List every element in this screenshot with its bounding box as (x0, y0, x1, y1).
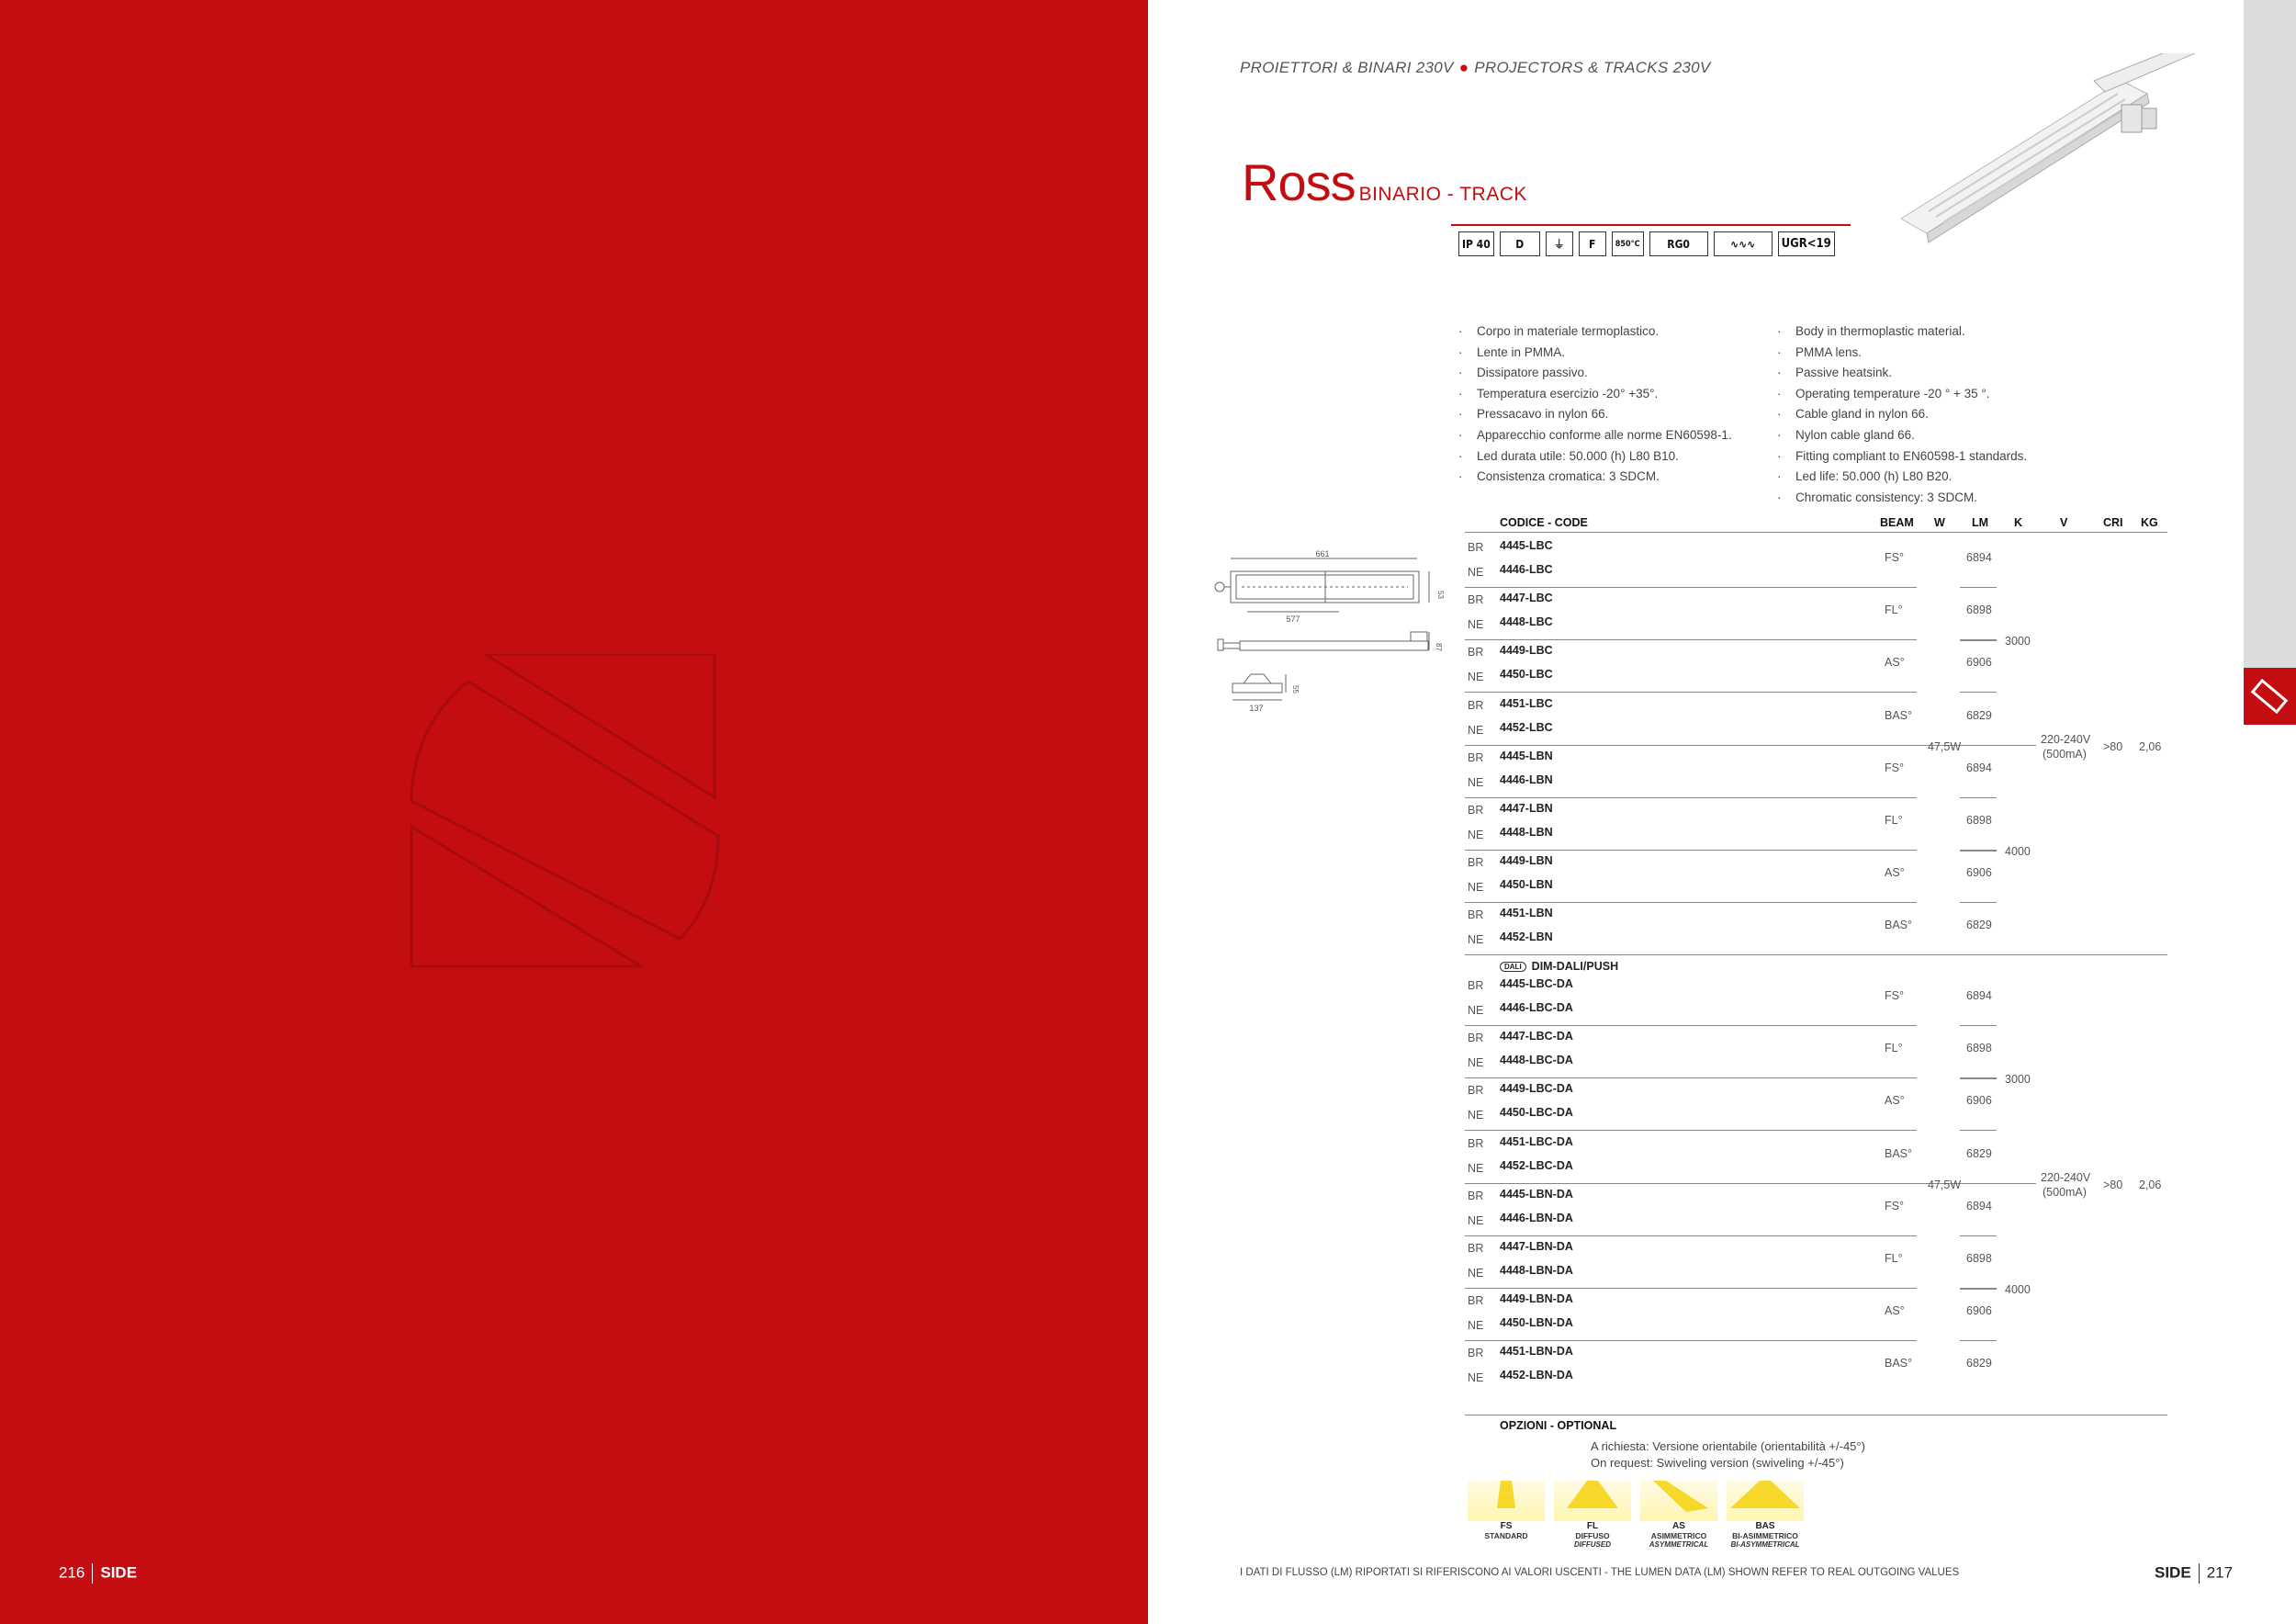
row-divider (1465, 902, 1917, 903)
product-code: 4446-LBC-DA (1500, 1001, 1573, 1014)
product-code: 4447-LBN (1500, 802, 1553, 815)
product-code: 4450-LBC (1500, 668, 1553, 682)
beam-fl-icon (1554, 1481, 1631, 1521)
beam-value: BAS° (1885, 1146, 1913, 1160)
cct-divider (1960, 1289, 1997, 1290)
row-prefix: NE (1468, 829, 1484, 841)
row-prefix: NE (1468, 1319, 1484, 1333)
lumen-value: 6894 (1966, 551, 1992, 564)
product-code: 4448-LBN-DA (1500, 1264, 1573, 1277)
beam-value: BAS° (1885, 919, 1913, 932)
dim-55: 55 (1291, 685, 1300, 694)
lumen-value: 6898 (1966, 603, 1992, 617)
dim-87: 87 (1435, 643, 1443, 651)
beam-value: FS° (1885, 989, 1904, 1002)
row-prefix: NE (1468, 1056, 1484, 1070)
features-list-en (1777, 321, 2027, 508)
product-code: 4445-LBN (1500, 749, 1553, 762)
group-end-rule (1465, 954, 2167, 955)
feature-it: · Lente in PMMA. (1458, 343, 1732, 364)
side-logo-emboss (404, 654, 726, 971)
row-prefix: BR (1468, 1294, 1484, 1308)
brand-left: SIDE (100, 1563, 138, 1582)
col-header-lm: LM (1972, 516, 1989, 529)
product-code: 4450-LBN (1500, 878, 1553, 892)
feature-en: · Chromatic consistency: 3 SDCM. (1777, 488, 2027, 509)
row-divider (1465, 1025, 1917, 1026)
product-subtitle: BINARIO - TRACK (1358, 184, 1527, 205)
beam-label-en: DIFFUSED (1574, 1540, 1611, 1549)
beam-type-as (1640, 1481, 1717, 1549)
beam-type-fs (1468, 1481, 1545, 1539)
watt-value: 47,5W (1928, 739, 1962, 753)
watt-value: 47,5W (1928, 1178, 1962, 1191)
lumen-divider (1960, 1025, 1997, 1026)
dali-icon: DALI (1500, 962, 1526, 972)
beam-value: AS° (1885, 656, 1905, 670)
section-tab[interactable] (2244, 668, 2296, 725)
cri-value: >80 (2103, 1178, 2123, 1191)
ugr-icon: UGR<19 (1778, 231, 1835, 256)
row-prefix: BR (1468, 1032, 1484, 1045)
row-divider (1465, 1183, 1917, 1184)
product-code: 4452-LBN-DA (1500, 1369, 1573, 1382)
options-text (1591, 1438, 1865, 1472)
page-number-left (59, 1563, 137, 1584)
dali-label-text: DIM-DALI/PUSH (1531, 960, 1619, 973)
voltage-value: 220-240V (2041, 732, 2091, 746)
row-prefix: BR (1468, 979, 1484, 992)
beam-label-it: STANDARD (1484, 1531, 1528, 1540)
lumen-value: 6906 (1966, 1304, 1992, 1318)
row-prefix: NE (1468, 881, 1484, 895)
product-code: 4445-LBC (1500, 539, 1553, 552)
product-code: 4445-LBN-DA (1500, 1187, 1573, 1201)
row-prefix: BR (1468, 908, 1484, 922)
beam-abbr: AS (1672, 1521, 1685, 1531)
col-header-k: K (2014, 516, 2023, 529)
row-prefix: BR (1468, 856, 1484, 870)
feature-it: · Consistenza cromatica: 3 SDCM. (1458, 467, 1732, 488)
row-divider (1465, 639, 1917, 640)
row-prefix: NE (1468, 723, 1484, 737)
row-prefix: BR (1468, 1347, 1484, 1360)
page-number-right-value: 217 (2206, 1563, 2234, 1582)
product-code: 4451-LBC-DA (1500, 1134, 1573, 1148)
lumen-divider (1960, 1340, 1997, 1341)
product-code: 4449-LBN (1500, 854, 1553, 868)
feature-it: · Led durata utile: 50.000 (h) L80 B10. (1458, 446, 1732, 468)
product-code: 4450-LBC-DA (1500, 1106, 1573, 1120)
option-it: A richiesta: Versione orientabile (orientabilità +/-45°) (1591, 1439, 1865, 1453)
row-prefix: NE (1468, 1109, 1484, 1122)
lumen-value: 6894 (1966, 761, 1992, 774)
row-divider (1465, 1077, 1917, 1078)
lumen-value: 6829 (1966, 708, 1992, 722)
beam-value: FL° (1885, 1252, 1903, 1265)
dim-137: 137 (1249, 704, 1264, 713)
col-header-w: W (1934, 516, 1945, 529)
row-prefix: BR (1468, 1189, 1484, 1202)
feature-en: · Nylon cable gland 66. (1777, 425, 2027, 446)
feature-en: · Fitting compliant to EN60598-1 standards. (1777, 446, 2027, 468)
beam-value: FL° (1885, 814, 1903, 827)
product-code: 4452-LBC-DA (1500, 1158, 1573, 1172)
row-prefix: BR (1468, 1242, 1484, 1255)
lumen-divider (1960, 692, 1997, 693)
row-prefix: NE (1468, 1371, 1484, 1385)
cri-value: >80 (2103, 739, 2123, 753)
feature-en: · Cable gland in nylon 66. (1777, 404, 2027, 425)
option-en: On request: Swiveling version (swiveling +/-45°) (1591, 1456, 1844, 1470)
beam-value: FS° (1885, 551, 1904, 564)
page-number-right (2155, 1563, 2233, 1584)
beam-bas-icon (1727, 1481, 1804, 1521)
row-prefix: NE (1468, 775, 1484, 789)
product-code: 4448-LBN (1500, 826, 1553, 839)
beam-type-bas (1727, 1481, 1804, 1549)
beam-value: FL° (1885, 603, 1903, 617)
beam-label-en: ASYMMETRICAL (1649, 1540, 1709, 1549)
current-value: (500mA) (2043, 1185, 2087, 1199)
product-code: 4447-LBN-DA (1500, 1240, 1573, 1253)
row-prefix: NE (1468, 1267, 1484, 1280)
certification-icons (1458, 231, 1835, 259)
page-number-left-value: 216 (59, 1563, 85, 1582)
product-code: 4451-LBN-DA (1500, 1345, 1573, 1359)
product-code: 4447-LBC-DA (1500, 1030, 1573, 1043)
beam-value: BAS° (1885, 1357, 1913, 1370)
feature-it: · Temperatura esercizio -20° +35°. (1458, 384, 1732, 405)
row-divider (1465, 797, 1917, 798)
product-code: 4446-LBN (1500, 773, 1553, 786)
beam-label-it: BI-ASIMMETRICO (1732, 1531, 1798, 1540)
row-prefix: BR (1468, 593, 1484, 607)
lumen-value: 6906 (1966, 656, 1992, 670)
cct-divider (1960, 640, 1997, 641)
feature-en: · Operating temperature -20 ° + 35 °. (1777, 384, 2027, 405)
lumen-divider (1960, 1235, 1997, 1236)
row-prefix: BR (1468, 1084, 1484, 1098)
product-code: 4451-LBN (1500, 907, 1553, 920)
product-code: 4449-LBC-DA (1500, 1082, 1573, 1096)
side-thumb-bar (2244, 0, 2296, 668)
current-value: (500mA) (2043, 747, 2087, 761)
feature-it: · Pressacavo in nylon 66. (1458, 404, 1732, 425)
feature-it: · Dissipatore passivo. (1458, 363, 1732, 384)
product-code: 4451-LBC (1500, 696, 1553, 710)
row-divider (1465, 1340, 1917, 1341)
beam-abbr: BAS (1755, 1521, 1775, 1531)
row-divider (1465, 1130, 1917, 1131)
beam-value: FL° (1885, 1042, 1903, 1055)
header-en: PROJECTORS & TRACKS 230V (1474, 59, 1711, 76)
lumen-value: 6894 (1966, 1199, 1992, 1212)
product-title (1242, 152, 1527, 212)
product-code: 4450-LBN-DA (1500, 1316, 1573, 1330)
options-title: OPZIONI - OPTIONAL (1500, 1419, 1617, 1432)
beam-type-fl (1554, 1481, 1631, 1549)
product-code: 4452-LBN (1500, 930, 1553, 944)
product-code: 4449-LBC (1500, 644, 1553, 658)
beam-value: AS° (1885, 1304, 1905, 1318)
row-prefix: BR (1468, 698, 1484, 712)
row-prefix: NE (1468, 1213, 1484, 1227)
product-code: 4449-LBN-DA (1500, 1292, 1573, 1306)
brand-right: SIDE (2155, 1563, 2191, 1582)
lumen-value: 6898 (1966, 814, 1992, 827)
beam-fs-icon (1468, 1481, 1545, 1521)
product-code: 4452-LBC (1500, 720, 1553, 734)
beam-abbr: FL (1586, 1521, 1599, 1531)
beam-value: AS° (1885, 866, 1905, 880)
ground-icon: ⏚ (1546, 231, 1573, 256)
cct-divider (1960, 1078, 1997, 1079)
footer-note: I DATI DI FLUSSO (LM) RIPORTATI SI RIFERISCONO AI VALORI USCENTI - THE LUMEN DATA (LM) SHOWN REFER TO REAL OUTGOING VALUES (1240, 1567, 1960, 1578)
product-image (1892, 53, 2195, 246)
lumen-value: 6829 (1966, 1357, 1992, 1370)
feature-en: · Passive heatsink. (1777, 363, 2027, 384)
beam-value: FS° (1885, 1199, 1904, 1212)
lumen-value: 6829 (1966, 1146, 1992, 1160)
row-prefix: BR (1468, 1136, 1484, 1150)
product-name: Ross (1242, 153, 1356, 211)
product-code: 4446-LBC (1500, 563, 1553, 576)
row-prefix: NE (1468, 1004, 1484, 1017)
weight-value: 2,06 (2139, 1178, 2162, 1191)
section-header (1240, 59, 1711, 77)
weight-value: 2,06 (2139, 739, 2162, 753)
row-prefix: NE (1468, 671, 1484, 684)
lumen-divider (1960, 902, 1997, 903)
lumen-value: 6906 (1966, 866, 1992, 880)
product-code: 4448-LBC (1500, 615, 1553, 629)
cct-value: 3000 (2005, 1073, 2031, 1087)
lumen-value: 6894 (1966, 989, 1992, 1002)
row-prefix: NE (1468, 1161, 1484, 1175)
dim-53: 53 (1436, 591, 1445, 599)
feature-it: · Apparecchio conforme alle norme EN60598-1. (1458, 425, 1732, 446)
dali-section-label (1500, 960, 1618, 973)
product-code: 4445-LBC-DA (1500, 977, 1573, 990)
f-mark-icon: F (1579, 231, 1606, 256)
row-divider (1465, 692, 1917, 693)
product-code: 4447-LBC (1500, 592, 1553, 605)
row-prefix: NE (1468, 566, 1484, 579)
voltage-value: 220-240V (2041, 1170, 2091, 1184)
cct-value: 4000 (2005, 1283, 2031, 1297)
beam-value: AS° (1885, 1094, 1905, 1108)
row-prefix: BR (1468, 541, 1484, 554)
row-prefix: BR (1468, 804, 1484, 817)
product-code: 4448-LBC-DA (1500, 1054, 1573, 1067)
header-dot-icon: ● (1458, 59, 1469, 76)
beam-label-it: ASIMMETRICO (1650, 1531, 1707, 1540)
row-prefix: NE (1468, 933, 1484, 947)
lumen-value: 6829 (1966, 919, 1992, 932)
row-prefix: BR (1468, 646, 1484, 660)
features-list-it (1458, 321, 1732, 488)
lumen-value: 6898 (1966, 1252, 1992, 1265)
header-it: PROIETTORI & BINARI 230V (1240, 59, 1454, 76)
row-divider (1465, 1288, 1917, 1289)
col-header-cri: CRI (2103, 516, 2123, 529)
lumen-value: 6898 (1966, 1042, 1992, 1055)
product-code: 4446-LBN-DA (1500, 1211, 1573, 1224)
beam-label-it: DIFFUSO (1575, 1531, 1610, 1540)
feature-en: · Led life: 50.000 (h) L80 B20. (1777, 467, 2027, 488)
row-divider (1465, 587, 1917, 588)
beam-label-en: BI-ASYMMETRICAL (1730, 1540, 1800, 1549)
class-d-icon: D (1500, 231, 1540, 256)
lumen-value: 6906 (1966, 1094, 1992, 1108)
dim-661: 661 (1315, 549, 1330, 558)
feature-en: · PMMA lens. (1777, 343, 2027, 364)
row-prefix: BR (1468, 750, 1484, 764)
driver-wave-icon: ∿∿∿ (1714, 231, 1773, 256)
beam-as-icon (1640, 1481, 1717, 1521)
row-prefix: NE (1468, 618, 1484, 632)
beam-abbr: FS (1500, 1521, 1513, 1531)
glow-wire-850-icon: 850°C (1612, 231, 1644, 256)
feature-en: · Body in thermoplastic material. (1777, 321, 2027, 343)
lumen-divider (1960, 587, 1997, 588)
beam-value: BAS° (1885, 708, 1913, 722)
cct-value: 3000 (2005, 635, 2031, 648)
lumen-divider (1960, 797, 1997, 798)
ip40-icon: IP 40 (1458, 231, 1494, 256)
col-header-kg: KG (2141, 516, 2158, 529)
feature-it: · Corpo in materiale termoplastico. (1458, 321, 1732, 343)
col-header-code: CODICE - CODE (1500, 516, 1588, 529)
row-divider (1465, 745, 1917, 746)
cct-value: 4000 (2005, 845, 2031, 859)
technical-drawing (1210, 547, 1449, 722)
col-header-v: V (2060, 516, 2068, 529)
col-header-beam: BEAM (1880, 516, 1914, 529)
row-divider (1465, 850, 1917, 851)
header-rule (1465, 532, 2167, 533)
row-divider (1465, 1235, 1917, 1236)
dim-577: 577 (1286, 615, 1300, 624)
beam-value: FS° (1885, 761, 1904, 774)
lumen-divider (1960, 1130, 1997, 1131)
rg0-eye-icon: RG0 (1649, 231, 1708, 256)
track-section-icon (2244, 668, 2296, 725)
title-rule (1451, 224, 1851, 226)
